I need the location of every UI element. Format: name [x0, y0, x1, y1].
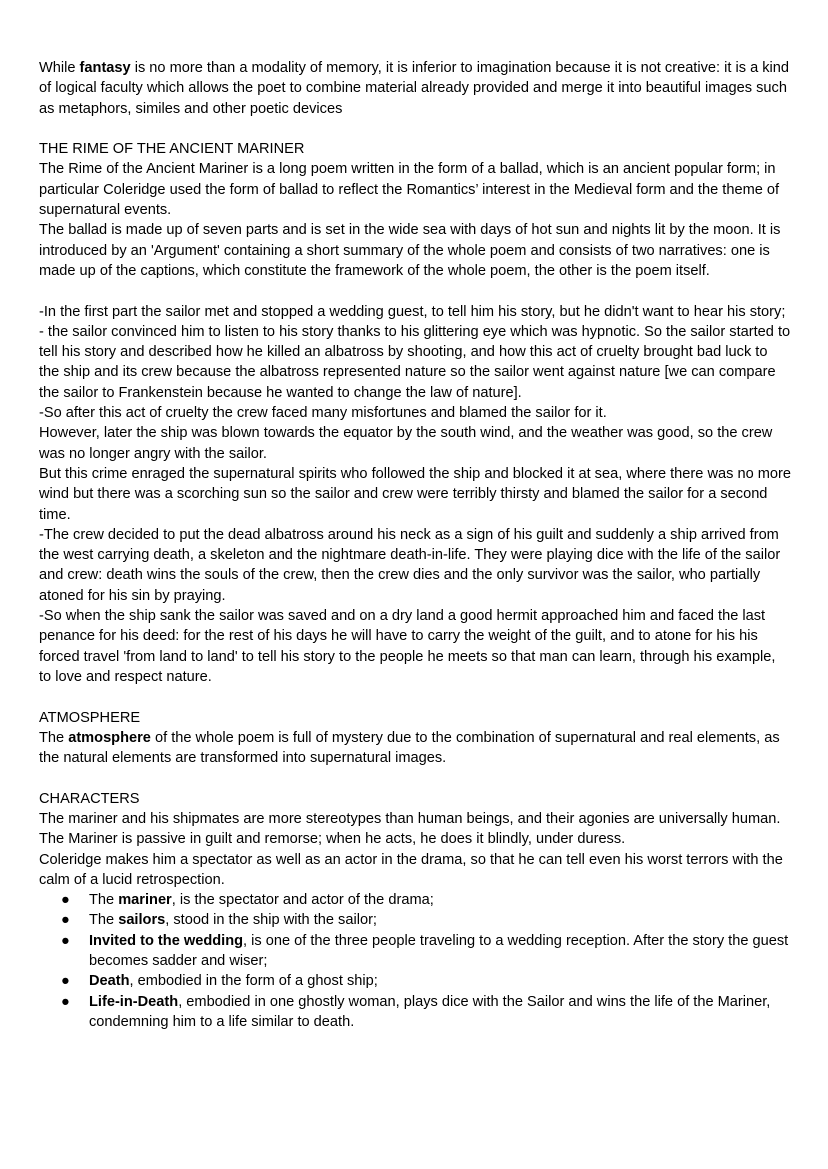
spacer — [39, 119, 791, 139]
character-item-sailors — [39, 910, 791, 930]
character-text-start: The — [89, 892, 119, 909]
spacer — [39, 768, 791, 788]
bullet-icon: ● — [61, 973, 70, 990]
character-text-start: The — [89, 912, 119, 929]
atmosphere-text-rest: of the whole poem is full of mystery due to the combination of supernatural and real elements, as the natural elements are transformed into supernatural images. — [39, 729, 780, 767]
story-paragraph: However, later the ship was blown towards the equator by the south wind, and the weather was good, so the crew was no longer angry with the sailor. — [39, 425, 773, 462]
character-name: mariner — [118, 892, 172, 909]
character-description: , is the spectator and actor of the drama; — [171, 892, 434, 909]
character-name: Life-in-Death — [89, 993, 179, 1010]
bullet-icon: ● — [61, 892, 70, 909]
spacer — [39, 281, 791, 301]
character-item-wedding-guest — [39, 931, 791, 972]
character-description: , embodied in the form of a ghost ship; — [129, 973, 378, 990]
intro-keyword-fantasy: fantasy — [79, 60, 131, 76]
story-paragraph: -In the first part the sailor met and stopped a wedding guest, to tell him his story, but he didn't want to hear his story; — [39, 303, 786, 320]
bullet-icon: ● — [61, 912, 70, 929]
bullet-icon: ● — [61, 993, 70, 1010]
characters-paragraph: The mariner and his shipmates are more stereotypes than human beings, and their agonies are universally human. — [39, 810, 781, 827]
atmosphere-text-start: The — [39, 729, 69, 746]
intro-text-rest: is no more than a modality of memory, it is inferior to imagination because it is not creative: it is a kind of logical faculty which allows the poet to combine material already provided and merge it into beautiful images such as metaphors, similes and other poetic devices — [39, 60, 790, 117]
rime-paragraph: The Rime of the Ancient Mariner is a long poem written in the form of a ballad, which is an ancient popular form; in particular Coleridge used the form of ballad to reflect the Romantics’ interest in the Medieval form and the theme of supernatural events. — [39, 161, 780, 219]
story-paragraph: - the sailor convinced him to listen to his story thanks to his glittering eye which was hypnotic. So the sailor started to tell his story and described how he killed an albatross by shooting, and how this act of cruelty brought bad luck to the ship and its crew because the albatross represented nature so the sailor went against nature [we can compare the sailor to Frankenstein because he wanted to change the law of nature]. — [39, 323, 791, 401]
story-paragraph: -So when the ship sank the sailor was saved and on a dry land a good hermit approached him and faced the last penance for his deed: for the rest of his days he will have to carry the weight of the guilt, and to atone for his his forced travel 'from land to land' to tell his story to the people he meets so that man can learn, through his example, to love and respect nature. — [39, 608, 776, 685]
intro-paragraph — [39, 58, 791, 119]
character-item-life-in-death — [39, 992, 791, 1033]
intro-text-start: While — [39, 60, 80, 76]
atmosphere-heading: ATMOSPHERE — [39, 709, 141, 726]
spacer — [39, 687, 791, 707]
document-page — [39, 58, 791, 1032]
character-item-death — [39, 971, 791, 991]
character-name: Death — [89, 973, 130, 990]
character-item-mariner — [39, 890, 791, 910]
atmosphere-keyword: atmosphere — [68, 729, 151, 746]
bullet-icon: ● — [61, 932, 70, 949]
characters-paragraph: Coleridge makes him a spectator as well as an actor in the drama, so that he can tell even his worst terrors with the calm of a lucid retrospection. — [39, 851, 783, 888]
atmosphere-paragraph — [39, 728, 791, 769]
story-paragraph: But this crime enraged the supernatural spirits who followed the ship and blocked it at sea, where there was no more wind but there was a scorching sun so the sailor and crew were terribly thirsty and blamed the sailor for a second time. — [39, 465, 791, 523]
character-description: , embodied in one ghostly woman, plays dice with the Sailor and wins the life of the Mariner, condemning him to a life similar to death. — [89, 993, 771, 1030]
character-name: Invited to the wedding — [89, 932, 244, 949]
story-paragraph: -So after this act of cruelty the crew faced many misfortunes and blamed the sailor for it. — [39, 405, 607, 422]
character-name: sailors — [118, 912, 166, 929]
rime-heading: THE RIME OF THE ANCIENT MARINER — [39, 141, 305, 158]
character-description: , is one of the three people traveling to a wedding reception. After the story the guest becomes sadder and wiser; — [89, 932, 789, 970]
story-paragraph: -The crew decided to put the dead albatross around his neck as a sign of his guilt and suddenly a ship arrived from the west carrying death, a skeleton and the nightmare death-in-life. They were playing dice with the life of the sailor and crew: death wins the souls of the crew, then the crew dies and the only survivor was the sailor, who partially atoned for his sin by praying. — [39, 526, 781, 604]
characters-list — [39, 890, 791, 1032]
rime-paragraph: The ballad is made up of seven parts and is set in the wide sea with days of hot sun and nights lit by the moon. It is introduced by an 'Argument' containing a short summary of the whole poem and consists of two narratives: one is made up of the captions, which constitute the framework of the whole poem, the other is the poem itself. — [39, 222, 781, 279]
character-description: , stood in the ship with the sailor; — [165, 912, 377, 929]
characters-paragraph: The Mariner is passive in guilt and remorse; when he acts, he does it blindly, under duress. — [39, 831, 626, 848]
characters-heading: CHARACTERS — [39, 790, 140, 807]
